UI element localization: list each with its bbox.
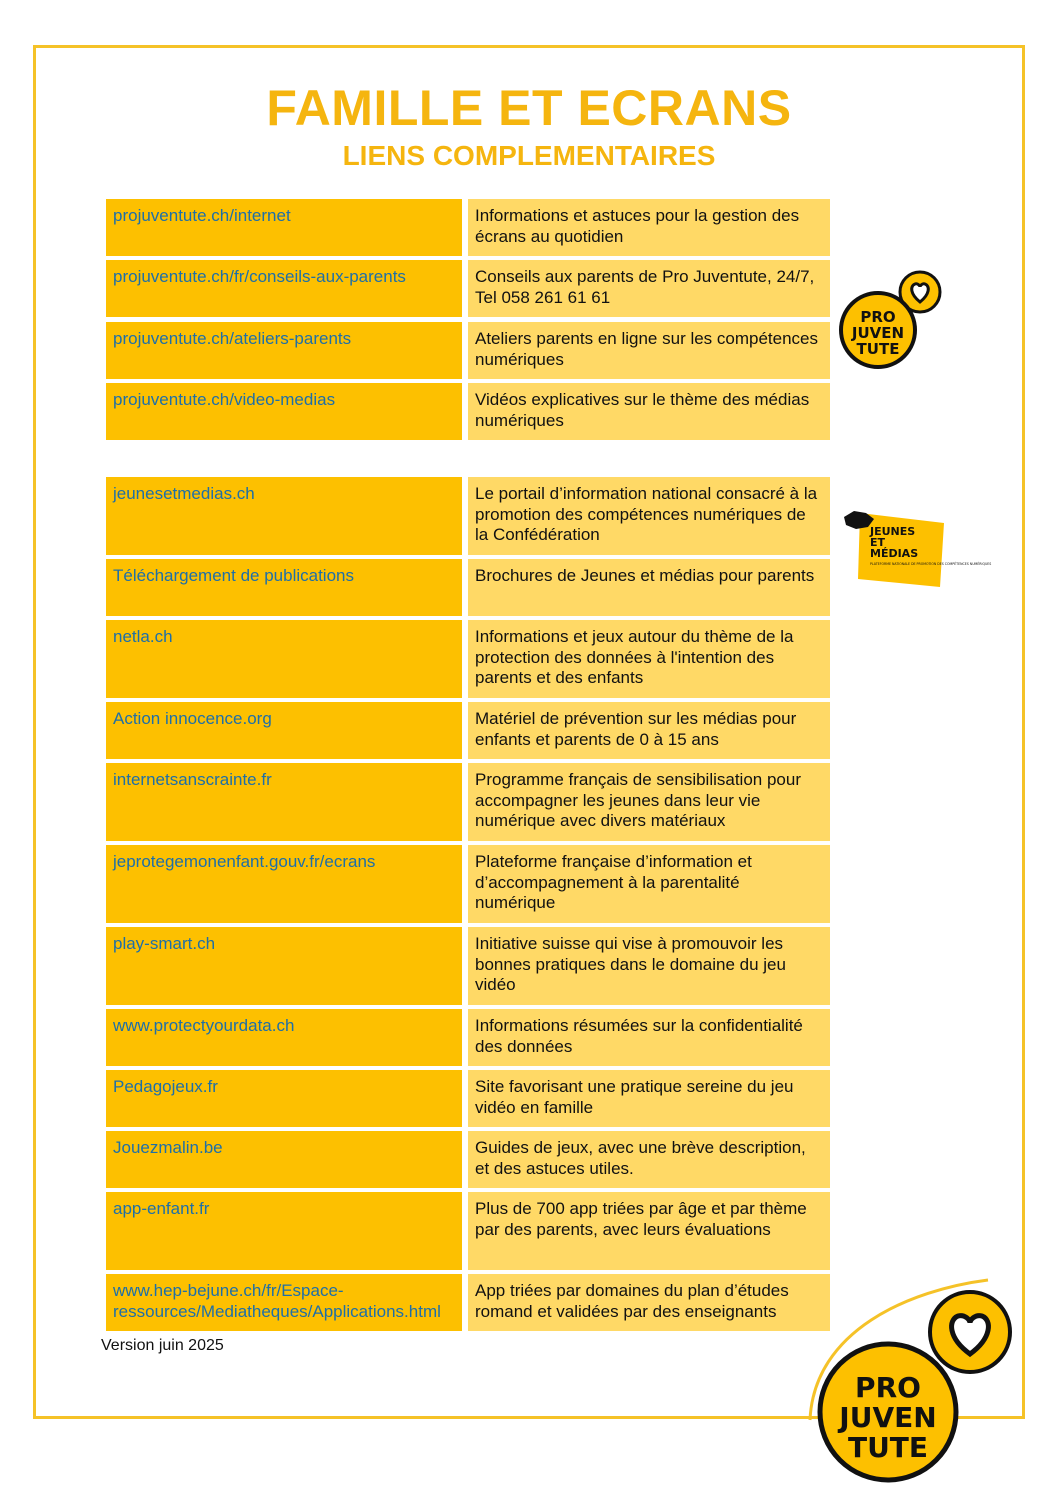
link-cell[interactable]: jeunesetmedias.ch (106, 477, 462, 555)
link-cell[interactable]: play-smart.ch (106, 927, 462, 1005)
table-row (106, 927, 830, 1005)
table-row (106, 1192, 830, 1270)
pro-juventute-logo-large (800, 1270, 1028, 1492)
svg-text:MÉDIAS: MÉDIAS (870, 547, 919, 560)
table-row (106, 559, 830, 616)
version-label: Version juin 2025 (101, 1337, 224, 1354)
link-cell[interactable]: Action innocence.org (106, 702, 462, 759)
table-row (106, 1131, 830, 1188)
pro-juventute-logo-small (838, 266, 946, 374)
table-row (106, 477, 830, 555)
link-cell[interactable]: internetsanscrainte.fr (106, 763, 462, 841)
table-row (106, 620, 830, 698)
link-cell[interactable]: projuventute.ch/internet (106, 199, 462, 256)
svg-text:PRO: PRO (860, 308, 896, 326)
link-cell[interactable]: app-enfant.fr (106, 1192, 462, 1270)
description-cell: Plateforme française d’information et d’accompagnement à la parentalité numérique (468, 845, 830, 923)
table-row (106, 1274, 830, 1331)
table-row (106, 260, 830, 317)
svg-text:JUVEN: JUVEN (839, 1401, 937, 1434)
table-row (106, 322, 830, 379)
table-row (106, 199, 830, 256)
link-cell[interactable]: www.hep-bejune.ch/fr/Espace-ressources/Mediatheques/Applications.html (106, 1274, 462, 1331)
link-cell[interactable]: www.protectyourdata.ch (106, 1009, 462, 1066)
table-row (106, 1009, 830, 1066)
table-row (106, 763, 830, 841)
description-cell: Programme français de sensibilisation pour accompagner les jeunes dans leur vie numérique avec divers matériaux (468, 763, 830, 841)
svg-text:TUTE: TUTE (847, 1431, 929, 1464)
link-cell[interactable]: jeprotegemonenfant.gouv.fr/ecrans (106, 845, 462, 923)
page-title: FAMILLE ET ECRANS (266, 80, 792, 136)
description-cell: Informations et jeux autour du thème de la protection des données à l'intention des parents et des enfants (468, 620, 830, 698)
description-cell: App triées par domaines du plan d’études romand et validées par des enseignants (468, 1274, 830, 1331)
link-cell[interactable]: Pedagojeux.fr (106, 1070, 462, 1127)
description-cell: Brochures de Jeunes et médias pour parents (468, 559, 830, 616)
link-cell[interactable]: Jouezmalin.be (106, 1131, 462, 1188)
svg-text:TUTE: TUTE (856, 340, 900, 358)
link-cell[interactable]: netla.ch (106, 620, 462, 698)
table-row (106, 845, 830, 923)
page-subtitle: LIENS COMPLEMENTAIRES (342, 140, 716, 171)
description-cell: Ateliers parents en ligne sur les compétences numériques (468, 322, 830, 379)
description-cell: Matériel de prévention sur les médias pour enfants et parents de 0 à 15 ans (468, 702, 830, 759)
svg-text:PLATEFORME NATIONALE DE PROMOT: PLATEFORME NATIONALE DE PROMOTION DES COMPÉTENCES NUMÉRIQUES (870, 562, 992, 566)
description-cell: Site favorisant une pratique sereine du jeu vidéo en famille (468, 1070, 830, 1127)
description-cell: Informations et astuces pour la gestion des écrans au quotidien (468, 199, 830, 256)
link-cell[interactable]: projuventute.ch/fr/conseils-aux-parents (106, 260, 462, 317)
link-cell[interactable]: projuventute.ch/ateliers-parents (106, 322, 462, 379)
svg-text:JUVEN: JUVEN (851, 324, 905, 342)
svg-text:PRO: PRO (855, 1371, 921, 1404)
description-cell: Plus de 700 app triées par âge et par thème par des parents, avec leurs évaluations (468, 1192, 830, 1270)
table-row (106, 383, 830, 440)
description-cell: Initiative suisse qui vise à promouvoir les bonnes pratiques dans le domaine du jeu vidéo (468, 927, 830, 1005)
description-cell: Conseils aux parents de Pro Juventute, 24/7, Tel 058 261 61 61 (468, 260, 830, 317)
jeunes-et-medias-logo (840, 503, 992, 593)
description-cell: Informations résumées sur la confidentialité des données (468, 1009, 830, 1066)
table-row (106, 702, 830, 759)
link-cell[interactable]: projuventute.ch/video-medias (106, 383, 462, 440)
description-cell: Guides de jeux, avec une brève description, et des astuces utiles. (468, 1131, 830, 1188)
description-cell: Le portail d’information national consacré à la promotion des compétences numériques de la Confédération (468, 477, 830, 555)
svg-text:ET: ET (870, 536, 886, 549)
description-cell: Vidéos explicatives sur le thème des médias numériques (468, 383, 830, 440)
link-cell[interactable]: Téléchargement de publications (106, 559, 462, 616)
svg-text:JEUNES: JEUNES (870, 525, 916, 538)
table-row (106, 1070, 830, 1127)
